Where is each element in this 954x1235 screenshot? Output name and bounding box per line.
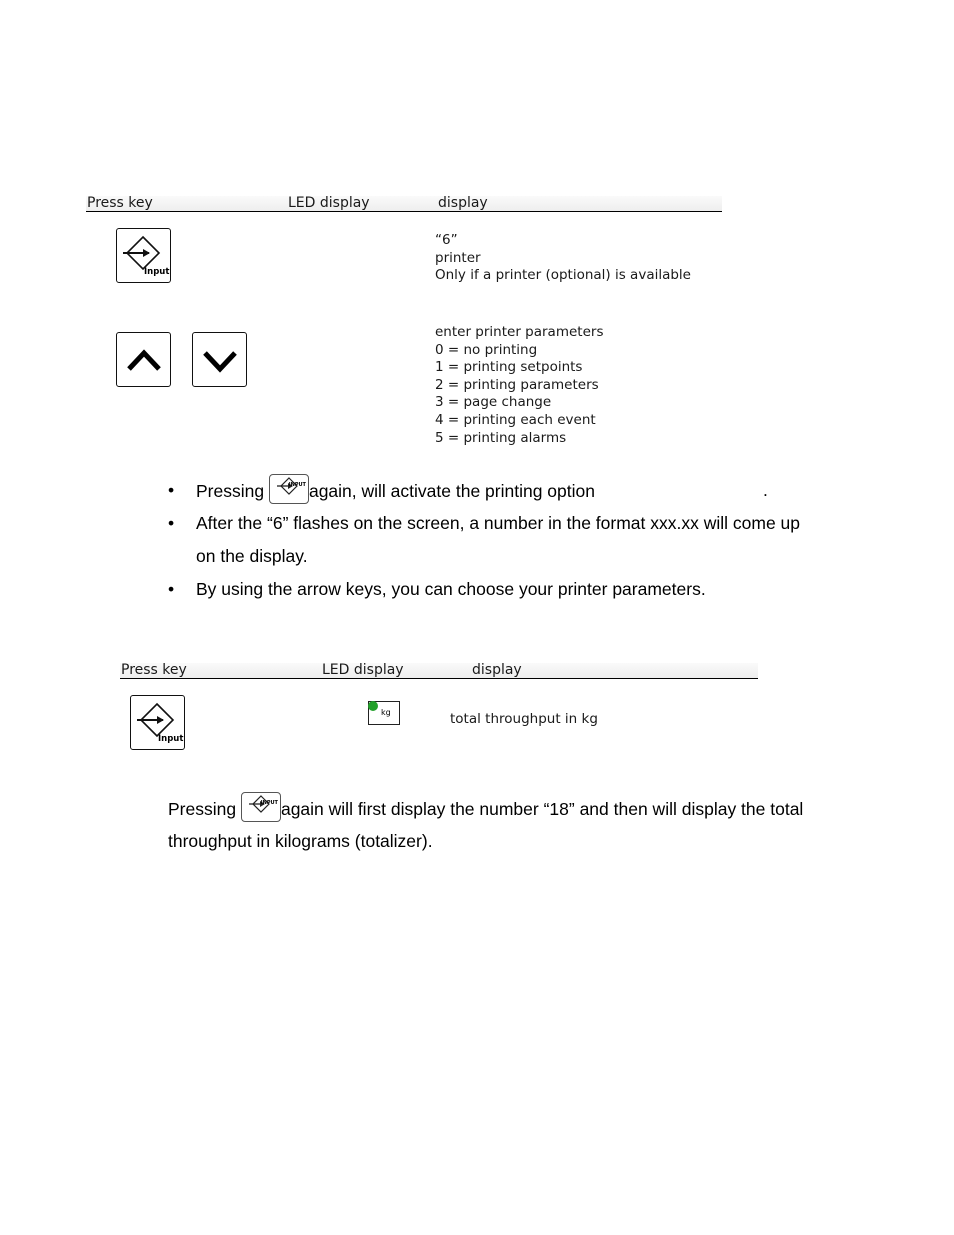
input-key[interactable] (116, 228, 171, 283)
input-key-label: Input (158, 734, 184, 744)
bullet-1-text-start: Pressing (196, 481, 265, 501)
bullet-2-line-1: After the “6” flashes on the screen, a number in the format xxx.xx will come up (196, 513, 801, 533)
table1-header-led-display: LED display (288, 195, 370, 211)
bullet-1-text-end: again, will activate the printing option (308, 481, 595, 501)
table1-header-press-key: Press key (87, 195, 153, 211)
display-line: 1 = printing setpoints (435, 359, 583, 376)
display-line: printer (435, 249, 481, 266)
paragraph-line-1 (168, 792, 803, 826)
bullet-1-period: . (763, 480, 768, 500)
table1-header-display: display (438, 195, 488, 211)
bullet-2 (196, 507, 800, 573)
paragraph-text-start: Pressing (168, 799, 237, 819)
table1-row2-display (435, 324, 603, 447)
table2-header-display: display (472, 662, 522, 678)
display-line: Only if a printer (optional) is available (435, 267, 691, 284)
input-key-inline-icon (269, 474, 309, 504)
table2-header-led-display: LED display (322, 662, 404, 678)
chevron-down-icon (193, 333, 248, 388)
table1-header-rule (86, 211, 722, 212)
led-indicator-dot (368, 701, 378, 711)
input-key-inline-label: INPUT (260, 800, 278, 806)
display-line: 3 = page change (435, 394, 552, 411)
table2-display-text: total throughput in kg (450, 711, 598, 727)
table2-header-press-key: Press key (121, 662, 187, 678)
input-key[interactable] (130, 695, 185, 750)
bullet-3: By using the arrow keys, you can choose your printer parameters. (196, 579, 706, 599)
table1-header-band (86, 196, 722, 212)
chevron-up-icon (117, 333, 172, 388)
bullet-marker: • (168, 480, 175, 500)
bullet-marker: • (168, 579, 175, 599)
table1-row1-display (435, 232, 691, 285)
led-display-kg (368, 701, 400, 725)
display-line: 0 = no printing (435, 341, 538, 358)
display-line: 5 = printing alarms (435, 429, 567, 446)
bullet-1 (196, 474, 595, 508)
paragraph-text-end: again will first display the number “18” and then will display the total (280, 799, 804, 819)
down-arrow-key[interactable] (192, 332, 247, 387)
display-line: 4 = printing each event (435, 411, 596, 428)
table2-header-rule (120, 678, 758, 679)
bullet-2-line-2: on the display. (196, 546, 308, 566)
bullet-marker: • (168, 513, 175, 533)
display-line: 2 = printing parameters (435, 376, 599, 393)
input-key-inline-label: INPUT (288, 482, 306, 488)
input-key-inline-icon (241, 792, 281, 822)
up-arrow-key[interactable] (116, 332, 171, 387)
paragraph-line-2: throughput in kilograms (totalizer). (168, 831, 433, 851)
display-line: “6” (435, 232, 458, 248)
display-line: enter printer parameters (435, 324, 604, 340)
input-key-label: Input (144, 267, 170, 277)
table2-header-band (120, 663, 758, 679)
led-unit-label: kg (381, 708, 391, 717)
